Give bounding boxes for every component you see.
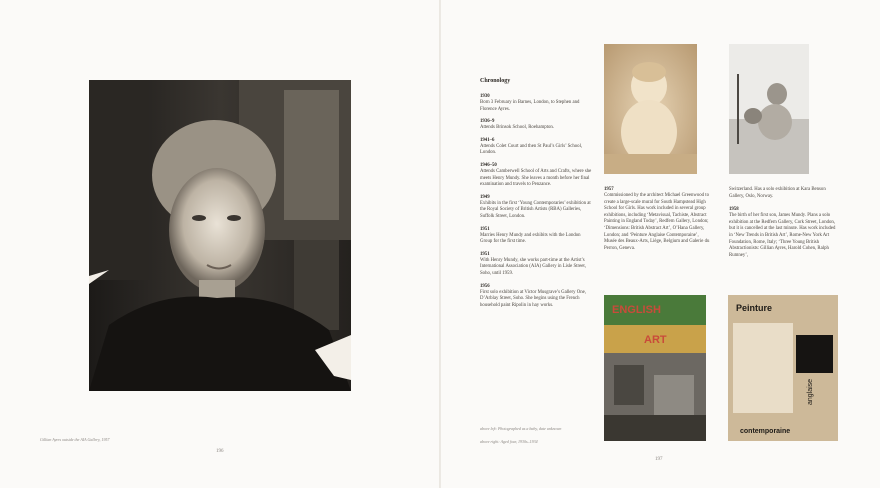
entry-text: First solo exhibition at Victor Musgrave’s Gallery One, D’Arblay Street, Soho. She begins using the French household paint Ripolin in hay works. — [480, 289, 586, 308]
entry-text: Born 3 February in Barnes, London, to Stephen and Florence Ayres. — [480, 100, 580, 112]
chronology-column-1 — [480, 78, 594, 315]
entry-text: Commissioned by the architect Michael Greenwood to create a large-scale mural for South Hampstead High School for Girls. Has work included in several group exhibitions, including ‘Metavisual, Tachiste, Abstract Painting in England Today’, Redfern Gallery, London; ‘Dimensions: British Abstract Art’, O’Hana Gallery, London; and ‘Peinture Anglaise Contemporaine’, Musée des Beaux-Arts, Liège, Belgium and Galerie du Perron, Geneva. — [604, 193, 710, 251]
entry-text: Attends Brinsok School, Roehampton. — [480, 125, 554, 131]
page-number-right: 197 — [655, 457, 663, 462]
chronology-entry — [480, 227, 594, 246]
chronology-column-2 — [604, 187, 712, 252]
chronology-entry — [480, 195, 594, 221]
chronology-entry — [480, 138, 594, 157]
cover2-title: Peinture — [736, 303, 773, 313]
chronology-entry — [480, 94, 594, 113]
child-beach-photo — [729, 44, 809, 174]
entry-text: Marries Henry Mundy and exhibits with the London Group for the first time. — [480, 232, 581, 245]
entry-year: 1930 — [480, 94, 490, 99]
entry-year: 1936–9 — [480, 119, 495, 125]
entry-year: 1951 — [480, 251, 490, 257]
book-gutter — [439, 0, 441, 488]
entry-year: 1957 — [604, 187, 614, 192]
photo-caption-left: above left: Photographed as a baby, date unknown — [480, 426, 562, 431]
page-number-left: 196 — [216, 449, 224, 454]
entry-year: 1946–50 — [480, 162, 497, 168]
chronology-heading: Chronology — [480, 78, 511, 84]
baby-photo-image — [604, 44, 697, 174]
catalogue-cover-peinture — [728, 295, 838, 441]
entry-text: With Henry Mundy, she works part-time at the Artist’s International Association (AIA) Gallery in Lisle Street, Soho, until 1959. — [480, 257, 586, 276]
cover1-text-line2: ART — [644, 334, 667, 346]
cover1-text-line1: ENGLISH — [612, 304, 661, 316]
entry-year: 1956 — [480, 283, 490, 289]
catalogue-cover-english-art — [604, 295, 706, 441]
cover2-bottom-text: contemporaine — [740, 428, 791, 435]
entry-year: 1958 — [729, 207, 739, 213]
entry-year: 1951 — [480, 226, 490, 232]
catalogue-cover-english-art-image — [604, 295, 706, 441]
chronology-column-3 — [729, 187, 839, 259]
portrait-caption: Gillian Ayres outside the AIA Gallery, 1957 — [40, 437, 110, 442]
entry-text: Switzerland. Has a solo exhibition at Kara Benson Gallery, Oslo, Norway. — [729, 187, 826, 199]
chronology-entry — [480, 119, 594, 132]
entry-year: 1941–6 — [480, 137, 495, 143]
portrait-photo-image — [89, 80, 351, 391]
baby-photo — [604, 44, 697, 174]
catalogue-cover-peinture-image — [728, 295, 838, 441]
cover2-side-text: anglaise — [807, 378, 814, 405]
child-beach-photo-image — [729, 44, 809, 174]
chronology-entry — [480, 284, 594, 310]
entry-text: The birth of her first son, James Mundy. Plans a solo exhibition at the Redfern Gallery, Cork Street, London, but it is cancelled at the last minute. Has work included in ‘New Trends in British Art’, Rome-New York Art Foundation, Rome, Italy; ‘Three Young British Abstractionists: Gillian Ayres, Harold Cohen, Ralph Rumney’, — [729, 213, 836, 258]
entry-text: Attends Colet Court and then St Paul’s Girls’ School, London. — [480, 143, 583, 156]
entry-year: 1949 — [480, 194, 490, 200]
entry-text: Exhibits in the first ‘Young Contemporaries’ exhibition at the Royal Society of British Artists (RBA) Galleries, Suffolk Street, London. — [480, 200, 591, 219]
portrait-photo — [89, 80, 351, 391]
chronology-entry — [480, 163, 594, 189]
photo-caption-right: above right: Aged four, 1930s–1934 — [480, 439, 538, 444]
entry-text: Attends Camberwell School of Arts and Crafts, where she meets Henry Mundy. She leaves a month before her final examination and travels to Penzance. — [480, 168, 592, 188]
chronology-entry — [480, 252, 594, 278]
